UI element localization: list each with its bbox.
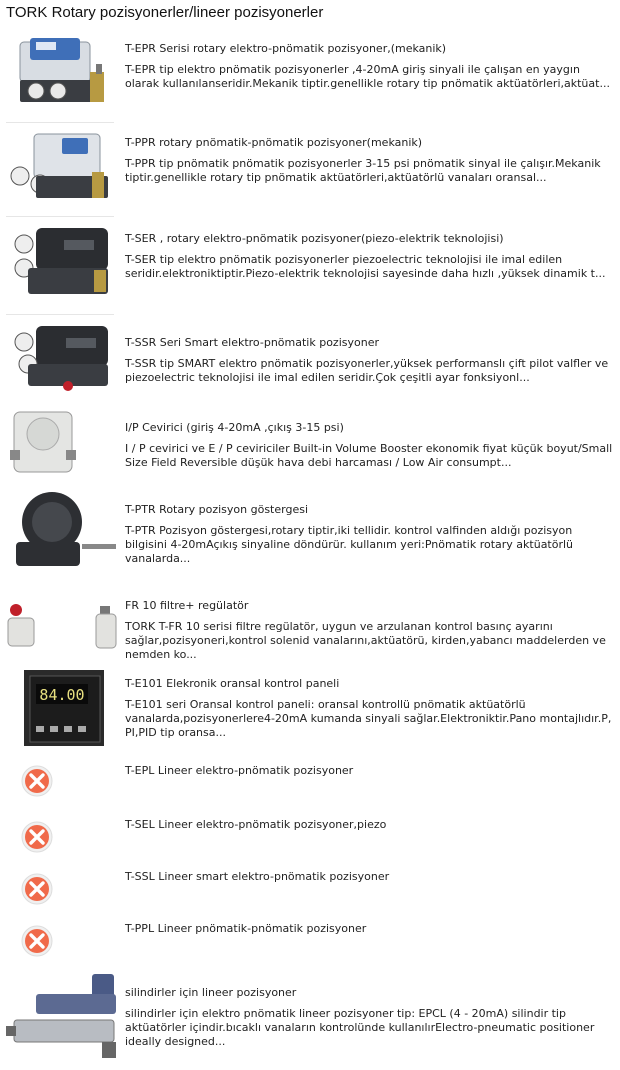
product-item-t-ssl[interactable] [0, 866, 620, 914]
item-title[interactable]: silindirler için lineer pozisyoner [125, 986, 297, 999]
product-item-t-ssr[interactable] [0, 318, 620, 402]
product-item-t-epr[interactable] [0, 32, 620, 124]
item-description: T-SSR tip SMART elektro pnömatik pozisyonerler,yüksek performanslı çift pilot valfler ve piezoelectric teknolojisi ile imal edilen seridir.Çok çeşitli ayar fonksiyonl... [125, 357, 609, 384]
product-item-t-ptr[interactable] [0, 486, 620, 586]
control-panel-photo[interactable] [6, 670, 118, 748]
product-item-ip-converter[interactable] [0, 404, 620, 484]
display-readout: 84.00 [39, 686, 85, 704]
product-item-t-ppl[interactable] [0, 918, 620, 966]
item-description: T-PTR Pozisyon göstergesi,rotary tiptir,iki tellidir. kontrol valfinden aldığı pozisyon bilgisini 4-20mAçıkış sinyaline döndürür. kullanım yeri:Pnömatik rotary aktüatörlü vanalarda... [125, 524, 574, 565]
product-item-t-ser[interactable] [0, 222, 620, 314]
product-item-t-e101[interactable] [0, 668, 620, 750]
item-title[interactable]: T-PTR Rotary pozisyon göstergesi [125, 503, 309, 516]
pneumatic-positioner-photo[interactable] [6, 128, 118, 204]
item-title[interactable]: T-PPR rotary pnömatik-pnömatik pozisyoner(mekanik) [125, 136, 423, 149]
separator [6, 314, 114, 315]
missing-image-icon[interactable] [20, 820, 54, 854]
missing-image-icon[interactable] [20, 872, 54, 906]
product-item-t-ppr[interactable] [0, 126, 620, 218]
item-title[interactable]: T-E101 Elekronik oransal kontrol paneli [125, 677, 340, 690]
item-title[interactable]: I/P Cevirici (giriş 4-20mA ,çıkış 3-15 psi) [125, 421, 344, 434]
item-description: silindirler için elektro pnömatik lineer pozisyoner tip: EPCL (4 - 20mA) silindir tip aktüatörler içindir.bıcaklı vanaların kontrolünde kullanılırElectro-pneumatic positioner ideally designed... [125, 1007, 595, 1048]
item-description: TORK T-FR 10 serisi filtre regülatör, uygun ve arzulanan kontrol basınç ayarını sağlar,pozisyoneri,kontrol solenid vanalarını,aktüatörü, kirden,yabancı maddelerden ve nemden ko... [125, 620, 606, 661]
item-title[interactable]: T-SSL Lineer smart elektro-pnömatik pozisyoner [125, 870, 390, 883]
missing-image-icon[interactable] [20, 764, 54, 798]
product-item-t-sel[interactable] [0, 814, 620, 862]
item-description: T-SER tip elektro pnömatik pozisyonerler piezoelectric teknolojisi ile imal edilen seridir.elektroniktiptir.Piezo-elektrik teknolojisi sayesinde daha hızlı ,yüksek dinamik t... [125, 253, 606, 280]
item-description: I / P cevirici ve E / P ceviriciler Built-in Volume Booster ekonomik fiyat küçük boyut/Small Size Field Reversible düşük hava debi harcaması / Low Air consumpt... [125, 442, 613, 469]
separator [6, 122, 114, 123]
item-description: T-EPR tip elektro pnömatik pozisyonerler ,4-20mA giriş sinyali ile çalışan en yaygın olarak kullanılanseridir.Mekanik tiptir.genellikle rotary tip pnömatik aktüatörleri,aktüat... [125, 63, 610, 90]
missing-image-icon[interactable] [20, 924, 54, 958]
item-title[interactable]: T-EPL Lineer elektro-pnömatik pozisyoner [125, 764, 354, 777]
item-title[interactable]: T-PPL Lineer pnömatik-pnömatik pozisyoner [125, 922, 367, 935]
page-title: TORK Rotary pozisyonerler/lineer pozisyonerler [6, 4, 324, 21]
electro-pneumatic-positioner-photo[interactable] [6, 34, 118, 110]
item-title[interactable]: T-EPR Serisi rotary elektro-pnömatik pozisyoner,(mekanik) [125, 42, 447, 55]
item-title[interactable]: T-SER , rotary elektro-pnömatik pozisyoner(piezo-elektrik teknolojisi) [125, 232, 504, 245]
ip-converter-photo[interactable] [6, 406, 118, 476]
item-description: T-PPR tip pnömatik pnömatik pozisyonerler 3-15 psi pnömatik sinyal ile çalışır.Mekanik tiptir.genellikle rotary tip pnömatik aktüatörleri,aktüatörlü vanaları oransal... [125, 157, 601, 184]
item-title[interactable]: T-SEL Lineer elektro-pnömatik pozisyoner,piezo [125, 818, 387, 831]
product-item-fr10[interactable] [0, 594, 620, 666]
product-item-t-epl[interactable] [0, 758, 620, 806]
linear-positioner-photo[interactable] [6, 972, 118, 1064]
piezo-positioner-photo[interactable] [6, 224, 118, 300]
filter-regulator-photo[interactable] [6, 596, 118, 660]
item-title[interactable]: FR 10 filtre+ regülatör [125, 599, 249, 612]
item-title[interactable]: T-SSR Seri Smart elektro-pnömatik pozisyoner [125, 336, 379, 349]
item-description: T-E101 seri Oransal kontrol paneli: oransal kontrollü pnömatik aktüatörlü vanalarda,pozisyonerlere4-20mA kumanda sinyali sağlar.Elektroniktir.Pano montajlıdır.P, PI,PID tip oransa... [125, 698, 612, 739]
product-item-linear-positioner[interactable] [0, 972, 620, 1068]
smart-positioner-photo[interactable] [6, 320, 118, 394]
separator [6, 216, 114, 217]
position-indicator-photo[interactable] [6, 486, 118, 572]
